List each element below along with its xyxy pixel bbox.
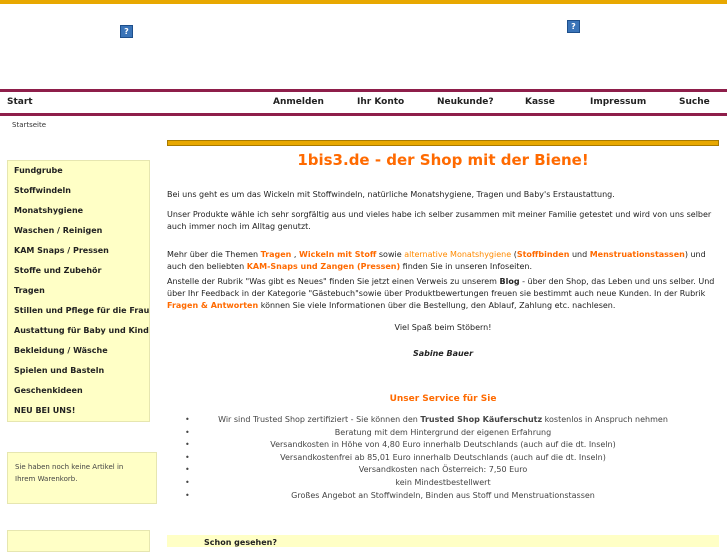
category-item[interactable]: Bekleidung / Wäsche: [14, 346, 108, 355]
category-item[interactable]: Spielen und Basteln: [14, 366, 105, 375]
broken-image-icon: ?: [567, 20, 580, 33]
link-monatshygiene[interactable]: alternative Monatshygiene: [404, 250, 512, 259]
content-header-bar: [167, 140, 719, 146]
breadcrumb[interactable]: Startseite: [12, 121, 47, 129]
signature: Sabine Bauer: [412, 349, 474, 358]
list-item: • Großes Angebot an Stoffwindeln, Binden aus Stoff und Menstruationstassen: [167, 490, 719, 503]
service-title: Unser Service für Sie: [389, 394, 497, 404]
page-title: 1bis3.de - der Shop mit der Biene!: [297, 151, 589, 169]
category-item[interactable]: Tragen: [14, 286, 45, 295]
category-item[interactable]: Austattung für Baby und Kind: [14, 326, 149, 335]
category-item[interactable]: Fundgrube: [14, 166, 63, 175]
cart-box: [7, 452, 157, 504]
category-item[interactable]: NEU BEI UNS!: [14, 406, 76, 415]
nav-login[interactable]: Anmelden: [273, 97, 324, 107]
nav-imprint[interactable]: Impressum: [590, 97, 647, 107]
nav-new-customer[interactable]: Neukunde?: [437, 97, 494, 107]
list-item: • Versandkostenfrei ab 85,01 Euro innerhalb Deutschlands (auch auf die dt. Inseln): [167, 452, 719, 465]
main-navigation: [0, 93, 727, 113]
blog-paragraph: Anstelle der Rubrik "Was gibt es Neues" finden Sie jetzt einen Verweis zu unserem Blog - über den Shop, das Leben und uns selber. Und über Ihr Feedback in der Kategorie "Gästebuch"sowie über Produktbewertungen freuen sie bestimmt auch neue Kunden. In der Rubrik Fragen & Antworten können Sie viele Informationen über die Bestellung, den Ablauf, Zahlung etc. nachlesen.: [167, 277, 715, 310]
link-stoffbinden[interactable]: Stoffbinden: [516, 250, 570, 259]
category-menu: [7, 160, 150, 422]
category-item[interactable]: Stoffwindeln: [14, 186, 71, 195]
intro-paragraph: Bei uns geht es um das Wickeln mit Stoffwindeln, natürliche Monatshygiene, Tragen und Baby's Erstaustattung.: [167, 190, 615, 199]
top-accent-bar: [0, 0, 727, 4]
topics-paragraph: Mehr über die Themen Tragen , Wickeln mit Stoff sowie alternative Monatshygiene (Stoffbinden und Menstruationstassen) und auch den beliebten KAM-Snaps und Zangen (Pressen) finden Sie in unseren Infoseiten.: [167, 250, 706, 271]
list-item: • Versandkosten nach Österreich: 7,50 Euro: [167, 464, 719, 477]
list-item: • Wir sind Trusted Shop zertifiziert - Sie können den Trusted Shop Käuferschutz kostenlos in Anspruch nehmen: [167, 414, 719, 427]
broken-image-icon: ?: [120, 25, 133, 38]
category-item[interactable]: Monatshygiene: [14, 206, 84, 215]
category-item[interactable]: KAM Snaps / Pressen: [14, 246, 109, 255]
already-seen-box: [167, 535, 719, 547]
link-kam-snaps[interactable]: KAM-Snaps und Zangen (Pressen): [246, 262, 401, 271]
nav-search[interactable]: Suche: [679, 97, 710, 107]
list-item: • kein Mindestbestellwert: [167, 477, 719, 490]
link-wickeln[interactable]: Wickeln mit Stoff: [299, 250, 377, 259]
products-paragraph: Unser Produkte wähle ich sehr sorgfältig aus und vieles habe ich selber zusammen mit meiner Familie getestet und wird von uns selber auch immer noch im Alltag genutzt.: [167, 210, 712, 231]
category-item[interactable]: Stillen und Pflege für die Frau: [14, 306, 150, 315]
list-item: • Beratung mit dem Hintergrund der eigenen Erfahrung: [167, 427, 719, 440]
list-item: • Versandkosten in Höhe von 4,80 Euro innerhalb Deutschlands (auch auf die dt. Inseln): [167, 439, 719, 452]
nav-start[interactable]: Start: [7, 97, 33, 107]
nav-account[interactable]: Ihr Konto: [357, 97, 405, 107]
cart-empty-text: Sie haben noch keine Artikel in Ihrem Warenkorb.: [15, 463, 124, 483]
link-menstruationstassen[interactable]: Menstruationstassen: [589, 250, 685, 259]
nav-border-bottom: [0, 113, 727, 116]
sidebar-box: [7, 530, 150, 552]
service-list: [167, 414, 719, 502]
category-item[interactable]: Stoffe und Zubehör: [14, 266, 102, 275]
blog-link[interactable]: Blog: [499, 277, 520, 286]
link-faq[interactable]: Fragen & Antworten: [167, 301, 259, 310]
nav-checkout[interactable]: Kasse: [525, 97, 555, 107]
category-item[interactable]: Waschen / Reinigen: [14, 226, 103, 235]
greeting: Viel Spaß beim Stöbern!: [394, 323, 492, 332]
category-item[interactable]: Geschenkideen: [14, 386, 83, 395]
already-seen-label: Schon gesehen?: [204, 538, 277, 547]
link-tragen[interactable]: Tragen: [260, 250, 292, 259]
nav-border-top: [0, 89, 727, 92]
